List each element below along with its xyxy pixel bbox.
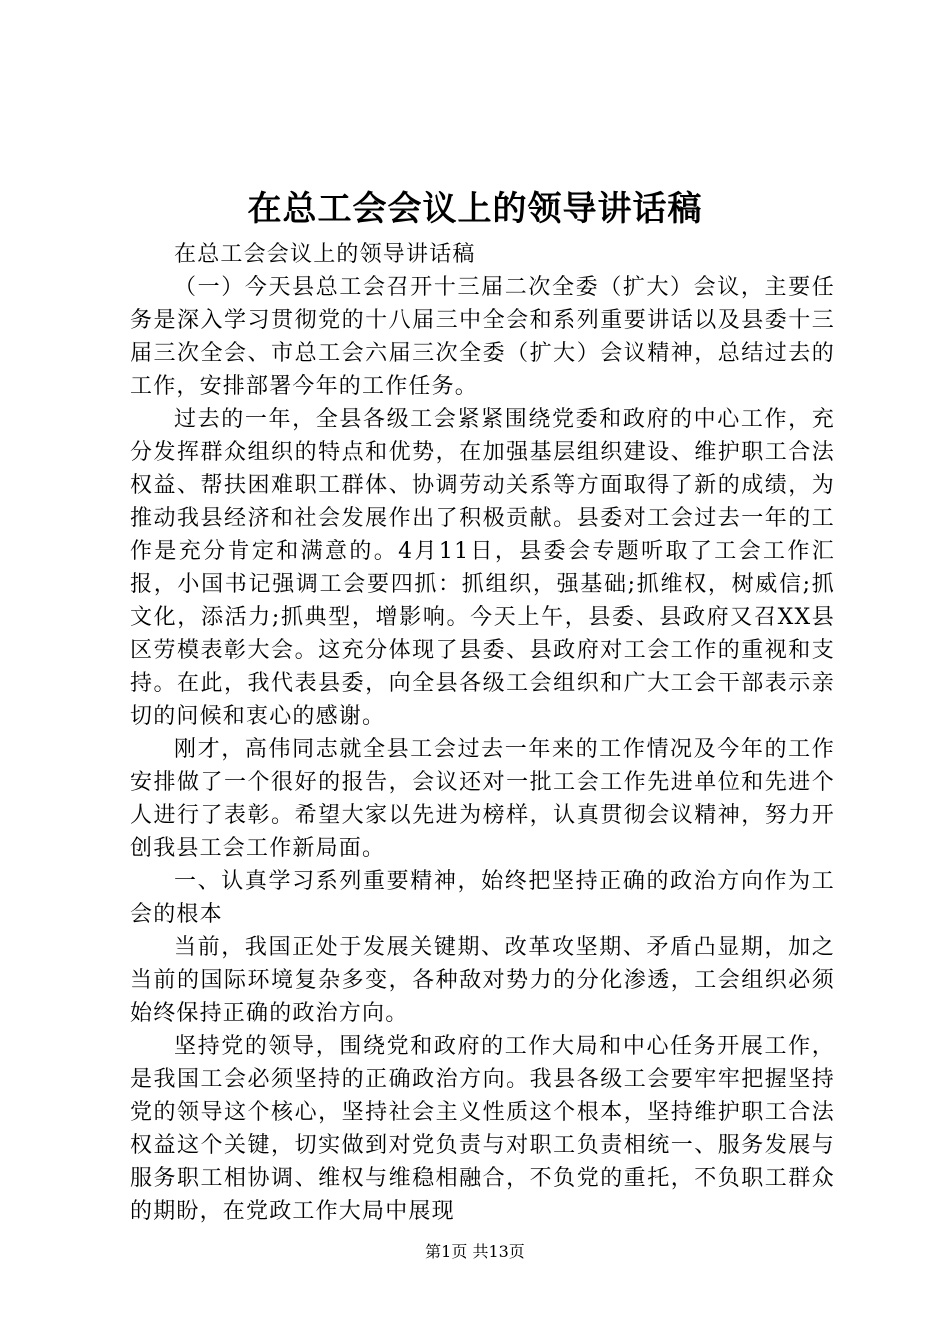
document-title: 在总工会会议上的领导讲话稿 — [247, 189, 703, 229]
paragraph-party-leadership: 坚持党的领导，围绕党和政府的工作大局和中心任务开展工作，是我国工会必须坚持的正确政治方向。我县各级工会要牢牢把握坚持党的领导这个核心，坚持社会主义性质这个根本，坚持维护职工合法权益这个关键，切实做到对党负责与对职工负责相统一、服务发展与服务职工相协调、维权与维稳相融合，不负党的重托，不负职工群众的期盼，在党政工作大局中展现 — [130, 1034, 835, 1224]
paragraph-past-year: 过去的一年，全县各级工会紧紧围绕党委和政府的中心工作，充分发挥群众组织的特点和优势，在加强基层组织建设、维护职工合法权益、帮扶困难职工群体、协调劳动关系等方面取得了新的成绩，为推动我县经济和社会发展作出了积极贡献。县委对工会过去一年的工作是充分肯定和满意的。4月11日，县委会专题听取了工会工作汇报，小国书记强调工会要四抓：抓组织，强基础;抓维权，树威信;抓文化，添活力;抓典型，增影响。今天上午，县委、县政府又召XX县区劳模表彰大会。这充分体现了县委、县政府对工会工作的重视和支持。在此，我代表县委，向全县各级工会组织和广大工会干部表示亲切的问候和衷心的感谢。 — [130, 407, 835, 729]
paragraph-current-situation: 当前，我国正处于发展关键期、改革攻坚期、矛盾凸显期，加之当前的国际环境复杂多变，各种敌对势力的分化渗透，工会组织必须始终保持正确的政治方向。 — [130, 935, 835, 1026]
paragraph-opening: （一）今天县总工会召开十三届二次全委（扩大）会议，主要任务是深入学习贯彻党的十八届三中全会和系列重要讲话以及县委十三届三次全会、市总工会六届三次全委（扩大）会议精神，总结过去的工作，安排部署今年的工作任务。 — [130, 275, 835, 399]
paragraph-subtitle: 在总工会会议上的领导讲话稿 — [174, 242, 476, 267]
page-footer: 第1页 共13页 — [425, 1242, 525, 1261]
section-heading-1: 一、认真学习系列重要精神，始终把坚持正确的政治方向作为工会的根本 — [130, 869, 835, 927]
document-body — [130, 238, 835, 1228]
paragraph-report: 刚才，高伟同志就全县工会过去一年来的工作情况及今年的工作安排做了一个很好的报告，会议还对一批工会工作先进单位和先进个人进行了表彰。希望大家以先进为榜样，认真贯彻会议精神，努力开创我县工会工作新局面。 — [130, 737, 835, 861]
